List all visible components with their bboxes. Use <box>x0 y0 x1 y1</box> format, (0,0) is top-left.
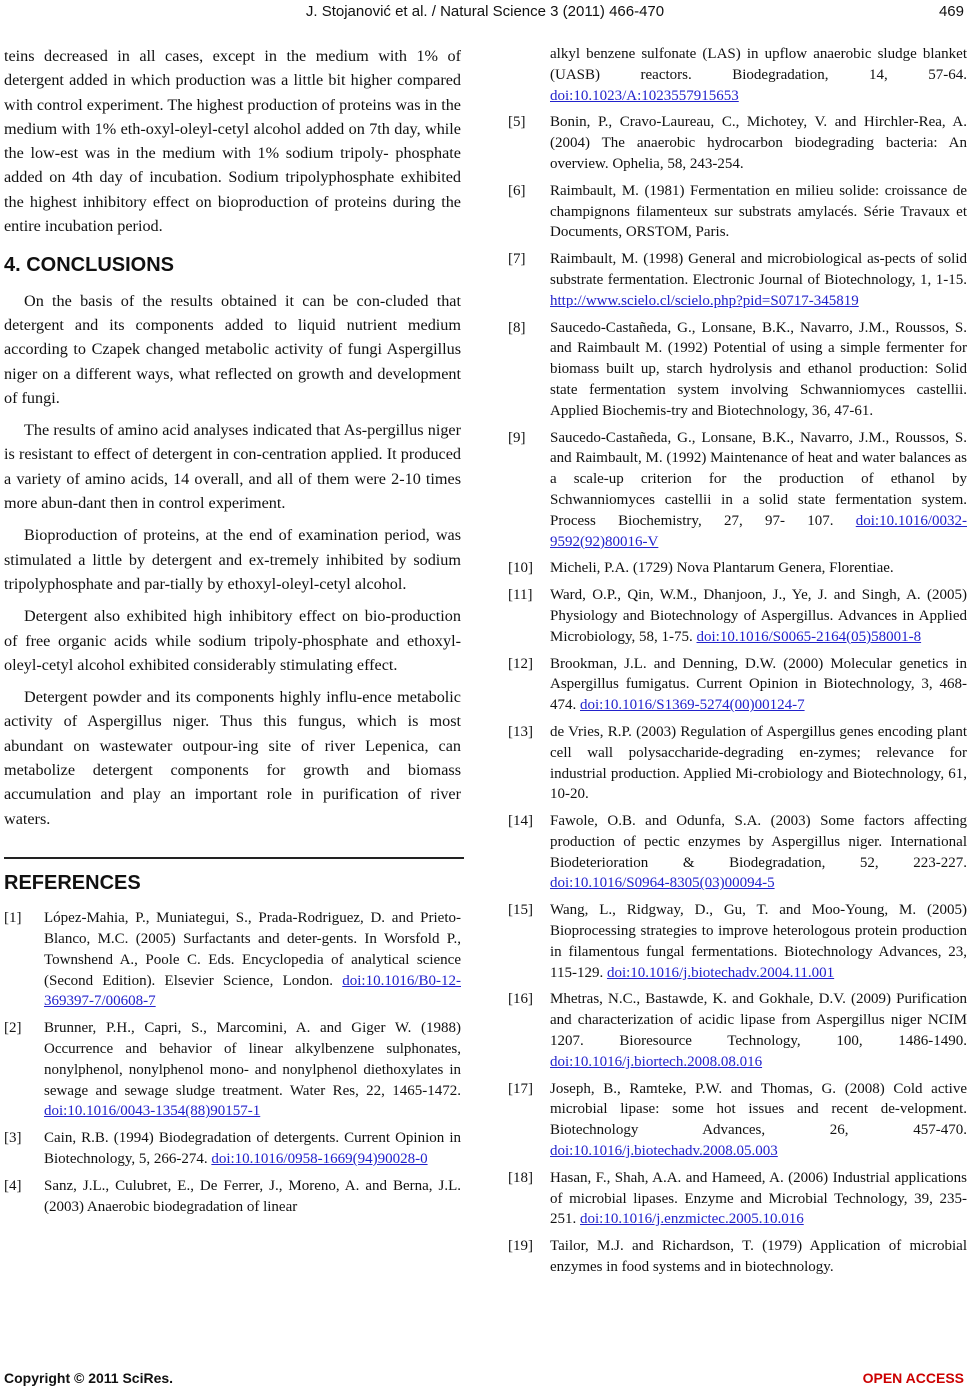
reference-item <box>508 654 967 716</box>
reference-number: [9] <box>508 429 526 446</box>
reference-item <box>508 44 967 106</box>
reference-citation: Cain, R.B. (1994) Biodegradation of detergents. Current Opinion in Biotechnology, 5, 266-274. <box>44 1130 461 1167</box>
doi-link[interactable]: doi:10.1016/j.biotechadv.2008.05.003 <box>550 1143 778 1160</box>
reference-item <box>508 318 967 422</box>
reference-number: [19] <box>508 1238 533 1255</box>
paragraph: Detergent also exhibited high inhibitory effect on bio-production of free organic acids while sodium tripoly-phosphate and ethoxyl-oleyl-cetyl alcohol exhibited considerably stimulating effect. <box>4 607 461 674</box>
reference-text <box>550 654 967 716</box>
paragraph: teins decreased in all cases, except in the medium with 1% of detergent added in which production was a little bit higher compared with control experiment. The highest production of proteins was in the medium with 1% eth-oxyl-oleyl-cetyl alcohol added on 7th day, while the low-est was in the medium with 1% sodium tripoly- phosphate added on 4th day of incubation. Sodium tripolyphosphate exhibited the highest inhibitory effect on bioproduction of proteins during the entire incubation period. <box>4 47 461 236</box>
page-number: 469 <box>938 3 964 20</box>
reference-number: [10] <box>508 560 533 577</box>
reference-text <box>550 112 967 174</box>
reference-number <box>508 44 550 106</box>
reference-text <box>550 722 967 805</box>
reference-number: [15] <box>508 902 533 919</box>
reference-list <box>4 908 461 1217</box>
paragraph: Detergent powder and its components highly influ-ence metabolic activity of Aspergillus niger. Thus this fungus, which is most abundant on wastewater outpour-ing site of river Lepenica, can metabolize detergent components for growth and biomass accumulation and play an important role in purification of river waters. <box>4 688 461 828</box>
reference-item <box>508 1168 967 1230</box>
doi-link[interactable]: doi:10.1016/0032-9592(92)80016-V <box>550 512 967 550</box>
reference-item <box>4 1018 461 1122</box>
reference-item <box>508 558 967 579</box>
reference-citation: Brookman, J.L. and Denning, D.W. (2000) Molecular genetics in Aspergillus fumigatus. Current Opinion in Biotechnology, 3, 468-474. <box>550 655 967 714</box>
doi-link[interactable]: doi:10.1016/j.biortech.2008.08.016 <box>550 1053 763 1070</box>
reference-number: [1] <box>4 910 22 927</box>
running-header: J. Stojanović et al. / Natural Science 3 (2011) 466-470 <box>305 3 665 20</box>
reference-item <box>508 989 967 1072</box>
reference-number: [4] <box>4 1177 22 1194</box>
references-heading: REFERENCES <box>4 871 141 894</box>
reference-number: [16] <box>508 991 533 1008</box>
reference-text <box>550 428 967 553</box>
reference-list <box>508 44 967 1278</box>
reference-item <box>508 585 967 647</box>
reference-item <box>508 811 967 894</box>
paragraph: The results of amino acid analyses indicated that As-pergillus niger is resistant to effect of detergent in con-centration applied. It produced a variety of amino acids, 14 overall, and all of them were 2-10 times more abun-dant then in control experiment. <box>4 421 461 513</box>
reference-number: [12] <box>508 655 533 672</box>
reference-item <box>4 1128 461 1170</box>
reference-citation: Mhetras, N.C., Bastawde, K. and Gokhale, D.V. (2009) Purification and characterization of acidic lipase from Aspergillus niger NCIM 1207. Bioresource Technology, 100, 1486-1490. <box>550 991 967 1050</box>
reference-text <box>550 558 967 579</box>
reference-number: [6] <box>508 182 526 199</box>
reference-citation: Micheli, P.A. (1729) Nova Plantarum Genera, Florentiae. <box>550 560 894 577</box>
right-column <box>508 44 967 1284</box>
reference-citation: Wang, L., Ridgway, D., Gu, T. and Moo-Young, M. (2005) Bioprocessing strategies to improve heterologous protein production in filamentous fungal fermentations. Biotechnology Advances, 23, 115-129. <box>550 902 967 981</box>
reference-citation: Joseph, B., Ramteke, P.W. and Thomas, G. (2008) Cold active microbial lipase: some hot issues and recent de-velopment. Biotechnology Advances, 26, 457-470. <box>550 1080 967 1139</box>
reference-text <box>550 1168 967 1230</box>
reference-citation: Sanz, J.L., Culubret, E., De Ferrer, J., Moreno, A. and Berna, J.L. (2003) Anaerobic biodegradation of linear <box>44 1177 461 1215</box>
reference-number: [11] <box>508 587 533 604</box>
reference-citation: Saucedo-Castañeda, G., Lonsane, B.K., Navarro, J.M., Roussos, S. and Raimbault M. (1992) Potential of using a simple fermenter for biomass built up, starch hydrolysis and ethanol production: Solid state fermentation system involving Schwanniomyces castellii. Applied Biochemis-try and Biotechnology, 36, 47-61. <box>550 319 967 419</box>
reference-item <box>508 1236 967 1278</box>
reference-citation: alkyl benzene sulfonate (LAS) in upflow anaerobic sludge blanket (UASB) reactors. Biodegradation, 14, 57-64. <box>550 46 967 83</box>
reference-citation: Bonin, P., Cravo-Laureau, C., Michotey, V. and Hirchler-Rea, A. (2004) The anaerobic hydrocarbon biodegrading bacteria: An overview. Ophelia, 58, 243-254. <box>550 114 967 172</box>
reference-citation: de Vries, R.P. (2003) Regulation of Aspergillus genes encoding plant cell wall polysaccharide-degrading en-zymes; relevance for industrial production. Applied Mi-crobiology and Biotechnology, 61, 10-20. <box>550 723 967 803</box>
reference-number: [3] <box>4 1130 22 1147</box>
reference-text <box>550 989 967 1072</box>
reference-text <box>550 585 967 647</box>
reference-text <box>550 318 967 422</box>
reference-text <box>550 811 967 894</box>
reference-citation: Saucedo-Castañeda, G., Lonsane, B.K., Navarro, J.M., Roussos, S. and Raimbault, M. (1992) Maintenance of heat and water balances as a scale-up criterion for the production of ethanol by Schwanniomyces castellii in a solid state fermentation system. Process Biochemistry, 27, 97- 107. <box>550 429 967 529</box>
reference-number: [17] <box>508 1080 533 1097</box>
reference-citation: Hasan, F., Shah, A.A. and Hameed, A. (2006) Industrial applications of microbial lipases. Enzyme and Microbial Technology, 39, 235-251. <box>550 1169 967 1228</box>
reference-citation: Raimbault, M. (1998) General and microbiological as-pects of solid substrate fermentation. Electronic Journal of Biotechnology, 1, 1-15. <box>550 251 967 288</box>
section-heading: 4. CONCLUSIONS <box>4 254 175 277</box>
copyright: Copyright © 2011 SciRes. <box>4 1370 174 1386</box>
paragraph: On the basis of the results obtained it can be con-cluded that detergent and its components added to liquid nutrient medium according to Czapek changed metabolic activity of fungi Aspergillus niger on a different ways, what reflected on growth and development of fungi. <box>4 291 461 407</box>
reference-item <box>508 249 967 311</box>
reference-number: [5] <box>508 114 526 131</box>
reference-text <box>44 1176 461 1218</box>
reference-text <box>550 900 967 983</box>
reference-text <box>44 1128 461 1170</box>
reference-item <box>508 722 967 805</box>
reference-citation: Brunner, P.H., Capri, S., Marcomini, A. and Giger W. (1988) Occurrence and behavior of linear alkylbenzene sulphonates, nonylphenol, nonylphenol mono- and nonylphenol diethoxylates in sewage and sewage sludge treatment. Water Res, 22, 1465-1472. <box>44 1020 461 1099</box>
doi-link[interactable]: http://www.scielo.cl/scielo.php?pid=S0717-345819 <box>550 292 859 309</box>
reference-text <box>550 181 967 243</box>
doi-link[interactable]: doi:10.1016/S0065-2164(05)58001-8 <box>696 628 922 645</box>
reference-citation: Fawole, O.B. and Odunfa, S.A. (2003) Some factors affecting production of pectic enzymes by Aspergillus niger. International Biodeterioration & Biodegradation, 52, 223-227. <box>550 813 967 871</box>
reference-number: [7] <box>508 251 526 268</box>
reference-item <box>508 428 967 553</box>
reference-citation: Ward, O.P., Qin, W.M., Dhanjoon, J., Ye, J. and Singh, A. (2005) Physiology and Biotechnology of Aspergillus. Advances in Applied Microbiology, 58, 1-75. <box>550 587 967 645</box>
reference-citation: Raimbault, M. (1981) Fermentation en milieu solide: croissance de champignons filamenteux sur substrats amylacés. Série Travaux et Documents, ORSTOM, Paris. <box>550 182 967 241</box>
doi-link[interactable]: doi:10.1016/B0-12-369397-7/00608-7 <box>44 972 461 1010</box>
reference-item <box>508 181 967 243</box>
reference-number: [14] <box>508 813 533 830</box>
doi-link[interactable]: doi:10.1016/S0964-8305(03)00094-5 <box>550 875 775 892</box>
reference-item <box>508 1079 967 1162</box>
reference-item <box>4 908 461 1012</box>
reference-text <box>550 1236 967 1278</box>
left-column <box>4 44 461 1223</box>
reference-text <box>550 249 967 311</box>
reference-number: [18] <box>508 1169 533 1186</box>
open-access-label: OPEN ACCESS <box>862 1370 964 1386</box>
reference-item <box>4 1176 461 1218</box>
doi-link[interactable]: doi:10.1023/A:1023557915653 <box>550 87 739 104</box>
reference-number: [2] <box>4 1020 22 1037</box>
reference-text <box>550 44 967 106</box>
reference-text <box>550 1079 967 1162</box>
reference-item <box>508 900 967 983</box>
reference-text <box>44 908 461 1012</box>
doi-link[interactable]: doi:10.1016/j.enzmictec.2005.10.016 <box>580 1211 804 1228</box>
doi-link[interactable]: doi:10.1016/0958-1669(94)90028-0 <box>211 1150 428 1167</box>
paragraph: Bioproduction of proteins, at the end of examination period, was stimulated a little by detergent and ex-tremely inhibited by sodium tripolyphosphate and par-tially by ethoxyl-oleyl-cetyl alcohol. <box>4 526 461 593</box>
doi-link[interactable]: doi:10.1016/S1369-5274(00)00124-7 <box>580 697 805 714</box>
reference-citation: Tailor, M.J. and Richardson, T. (1979) Application of microbial enzymes in food systems and in biotechnology. <box>550 1238 967 1276</box>
doi-link[interactable]: doi:10.1016/0043-1354(88)90157-1 <box>44 1103 261 1120</box>
reference-number: [13] <box>508 723 533 740</box>
reference-number: [8] <box>508 319 526 336</box>
reference-text <box>44 1018 461 1122</box>
reference-item <box>508 112 967 174</box>
reference-citation: López-Mahia, P., Muniategui, S., Prada-Rodriguez, D. and Prieto-Blanco, M.C. (2005) Surfactants and deter-gents. In Worsfold P., Townshend A., Poole C. Eds. Encyclopedia of analytical science (Second Edition). Elsevier Science, London. <box>44 910 461 989</box>
doi-link[interactable]: doi:10.1016/j.biotechadv.2004.11.001 <box>606 964 835 981</box>
divider <box>4 857 464 859</box>
